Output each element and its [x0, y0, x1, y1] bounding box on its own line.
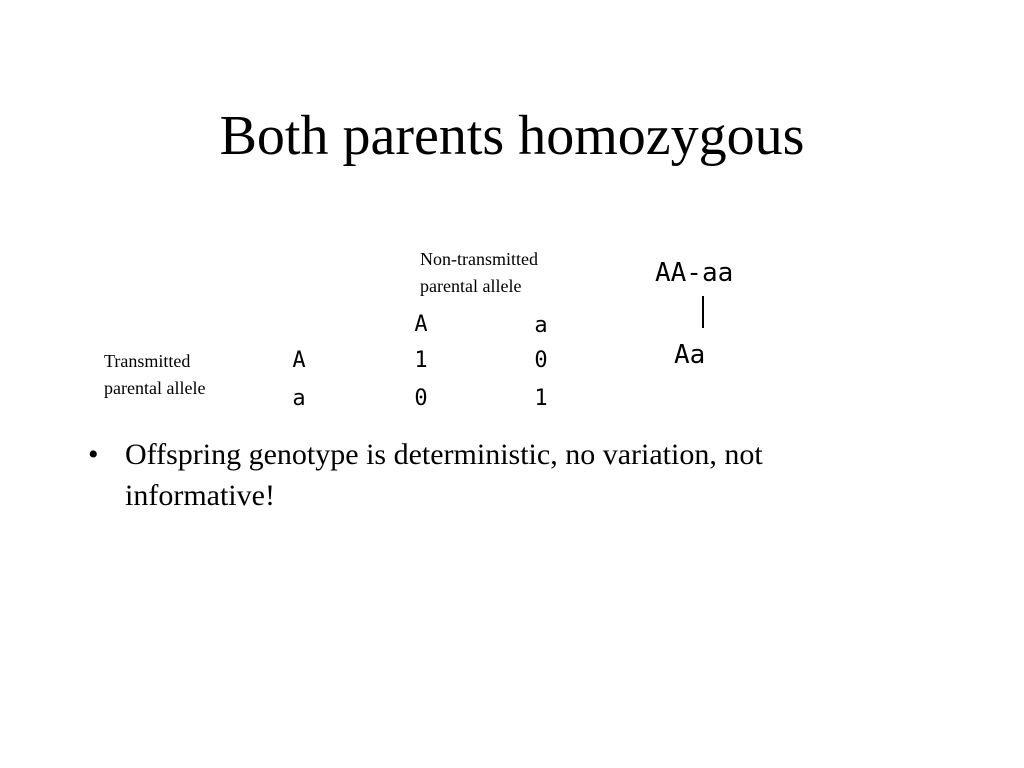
bullet-item [88, 434, 908, 516]
table-cell-a-a: 1 [534, 386, 548, 411]
pedigree-parents: AA-aa [655, 258, 734, 288]
bullet-icon: • [88, 438, 99, 471]
row-header-A: A [292, 348, 306, 373]
pedigree-descent-line [702, 296, 704, 328]
table-cell-A-a: 0 [534, 348, 548, 373]
column-header-A: A [414, 312, 428, 337]
row-header-a: a [292, 386, 306, 411]
table-cell-a-A: 0 [414, 386, 428, 411]
bullet-list [88, 434, 908, 516]
column-header-a: a [534, 313, 548, 338]
non-transmitted-allele-label-text: Non-transmitted parental allele [420, 249, 538, 296]
bullet-text: Offspring genotype is deterministic, no variation, not informative! [125, 438, 763, 512]
non-transmitted-allele-label [420, 246, 538, 300]
transmitted-allele-label-text: Transmitted parental allele [104, 351, 206, 398]
pedigree-offspring: Aa [674, 340, 706, 370]
table-cell-A-A: 1 [414, 348, 428, 373]
slide-title: Both parents homozygous [219, 105, 805, 167]
transmitted-allele-label [104, 348, 205, 402]
